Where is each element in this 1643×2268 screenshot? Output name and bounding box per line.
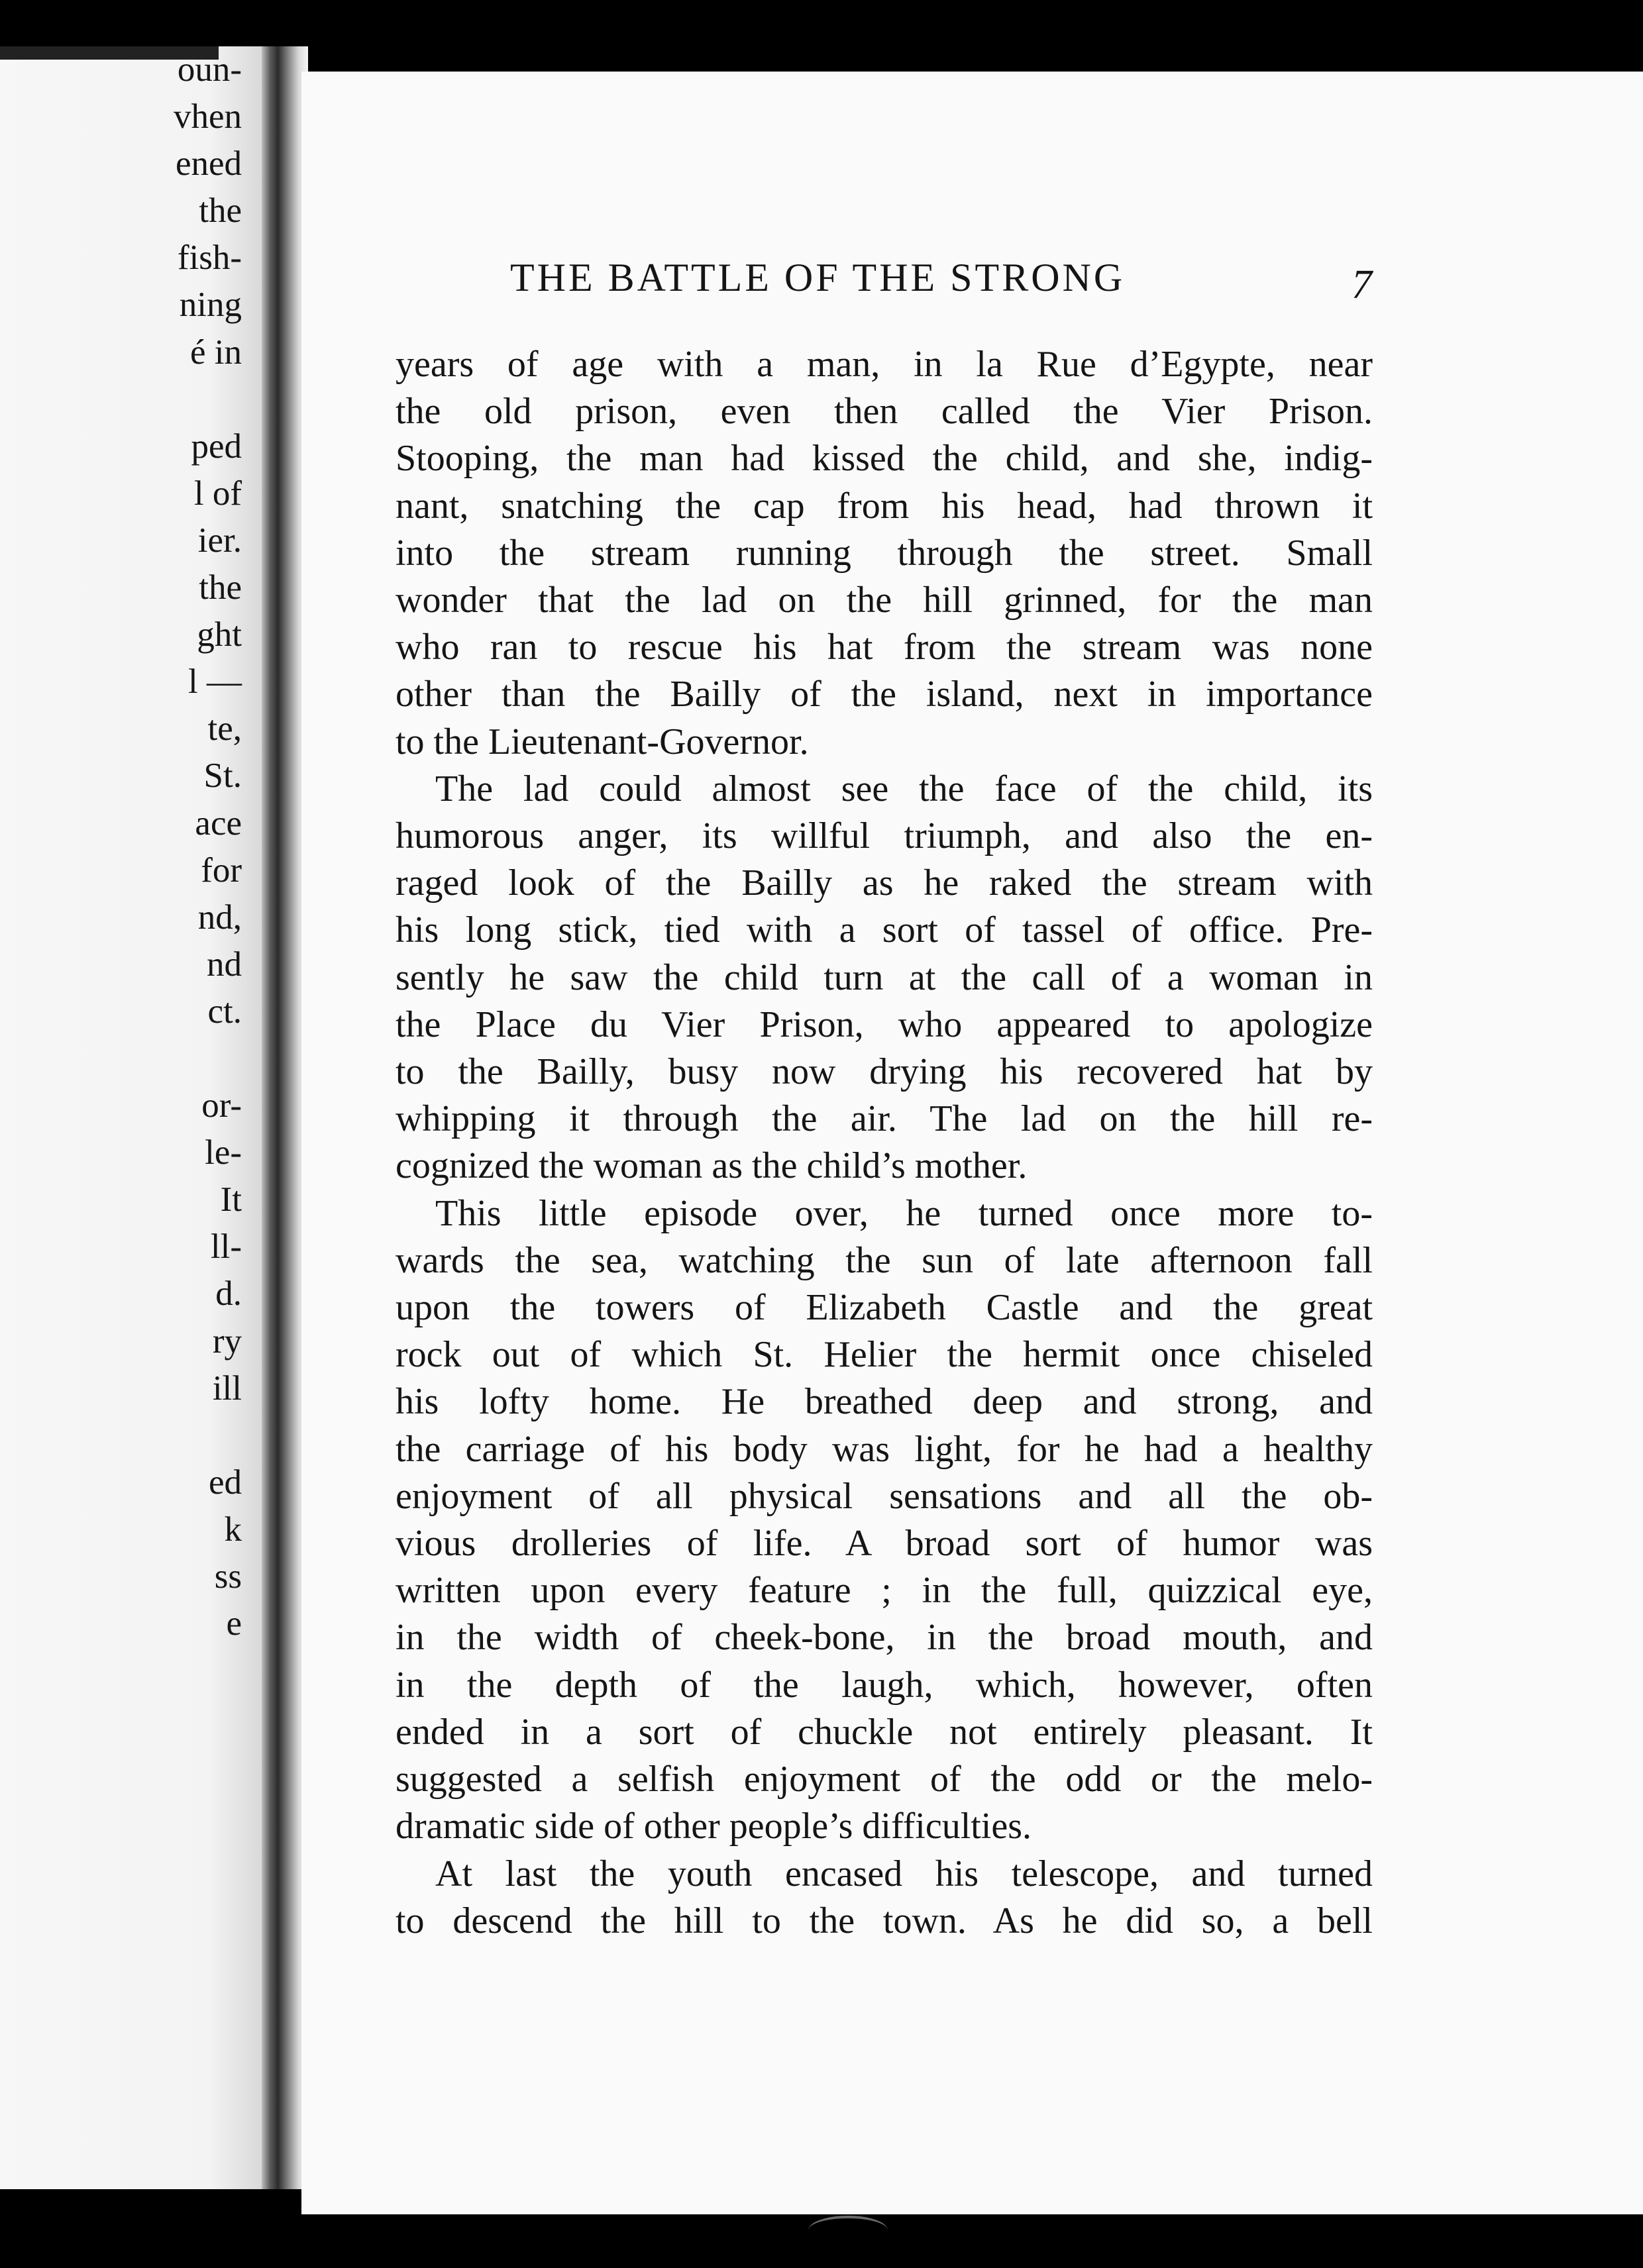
text-line: This little episode over, he turned once more to- [435,1192,1373,1234]
text-line: nant, snatching the cap from his head, had thrown it [396,485,1373,527]
left-page-line: nd, [197,898,242,937]
left-page-line: the [199,568,242,607]
left-page-line: ning [179,285,242,325]
text-line: upon the towers of Elizabeth Castle and the great [396,1287,1373,1329]
text-line: the Place du Vier Prison, who appeared to apologize [396,1004,1373,1045]
text-line: his lofty home. He breathed deep and strong, and [396,1381,1373,1423]
running-head: THE BATTLE OF THE STRONG [510,256,1126,299]
text-line: sently he saw the child turn at the call of a woman in [396,956,1373,998]
left-page-line: e [226,1604,242,1643]
text-line: wards the sea, watching the sun of late afternoon fall [396,1239,1373,1281]
left-page-line: ght [197,615,242,654]
bottom-edge [301,2214,1643,2268]
text-line: written upon every feature ; in the full, quizzical eye, [396,1570,1373,1612]
text-line: years of age with a man, in la Rue d’Egypte, near [396,344,1373,385]
left-page-line: It [211,1180,242,1219]
text-line: Stooping, the man had kissed the child, and she, indig- [396,438,1373,480]
text-line: in the depth of the laugh, which, however, often [396,1664,1373,1706]
text-line: suggested a selfish enjoyment of the odd or the melo- [396,1759,1373,1800]
text-line: to the Bailly, busy now drying his recovered hat by [396,1051,1373,1093]
left-page-text [174,46,242,1647]
text-line: At last the youth encased his telescope, and turned [435,1853,1373,1894]
page-curl [808,2216,888,2245]
left-page-line: d. [215,1274,242,1314]
text-line: enjoyment of all physical sensations and all the ob- [396,1475,1373,1517]
text-line: dramatic side of other people’s difficulties. [396,1806,1032,1847]
left-page-line [174,376,242,423]
left-page-line: te, [207,709,242,748]
left-page-line: l of [193,474,242,513]
paragraph [396,341,1373,766]
text-line: into the stream running through the street. Small [396,532,1373,574]
text-line: cognized the woman as the child’s mother. [396,1145,1028,1187]
left-page-line: oun- [177,50,242,89]
left-page-line: k [224,1510,242,1549]
left-page-line: for [201,850,242,890]
text-line: other than the Bailly of the island, next in importance [396,674,1373,715]
left-page-line: ss [214,1557,242,1596]
text-line: the old prison, even then called the Vier Prison. [396,391,1373,433]
left-page-line: ier. [197,521,242,560]
text-line: raged look of the Bailly as he raked the stream with [396,862,1373,904]
paragraph [396,1851,1373,1945]
left-page-line: ill [212,1368,242,1408]
left-page-line: le- [205,1133,242,1172]
text-line: to descend the hill to the town. As he did so, a bell [396,1900,1373,1941]
body-text [396,341,1373,1945]
paragraph [396,1190,1373,1851]
text-line: in the width of cheek-bone, in the broad mouth, and [396,1617,1373,1659]
left-page-line: ened [175,144,242,183]
text-line: the carriage of his body was light, for he had a healthy [396,1428,1373,1470]
left-page-line [174,1412,242,1459]
left-page-line: ry [212,1321,242,1361]
left-page-line: ped [191,427,242,466]
left-page-line: St. [203,756,242,796]
left-page-line: fish- [177,238,242,278]
left-page-line: ct. [207,992,242,1031]
text-line: whipping it through the air. The lad on the hill re- [396,1098,1373,1140]
left-page-line: l — [188,662,242,701]
text-line: The lad could almost see the face of the child, its [435,768,1373,809]
paragraph [396,766,1373,1190]
left-page [0,46,262,2189]
left-page-line: the [190,191,242,231]
left-page-line: vhen [173,97,242,136]
text-line: his long stick, tied with a sort of tassel of office. Pre- [396,909,1373,951]
left-page-line: é in [190,333,242,372]
left-page-line: ll- [210,1227,242,1266]
left-page-line: ed [208,1463,242,1502]
text-line: wonder that the lad on the hill grinned, for the man [396,580,1373,621]
text-line: rock out of which St. Helier the hermit once chiseled [396,1334,1373,1376]
text-line: vious drolleries of life. A broad sort of humor was [396,1523,1373,1565]
left-page-line [174,1035,242,1082]
text-line: humorous anger, its willful triumph, and also the en- [396,815,1373,857]
left-page-line: nd [207,945,242,984]
left-page-line: ace [195,803,242,843]
text-line: who ran to rescue his hat from the stream was none [396,627,1373,668]
page-number: 7 [1352,262,1372,307]
text-line: to the Lieutenant-Governor. [396,721,809,762]
left-page-line: or- [201,1086,242,1125]
text-line: ended in a sort of chuckle not entirely pleasant. It [396,1711,1373,1753]
